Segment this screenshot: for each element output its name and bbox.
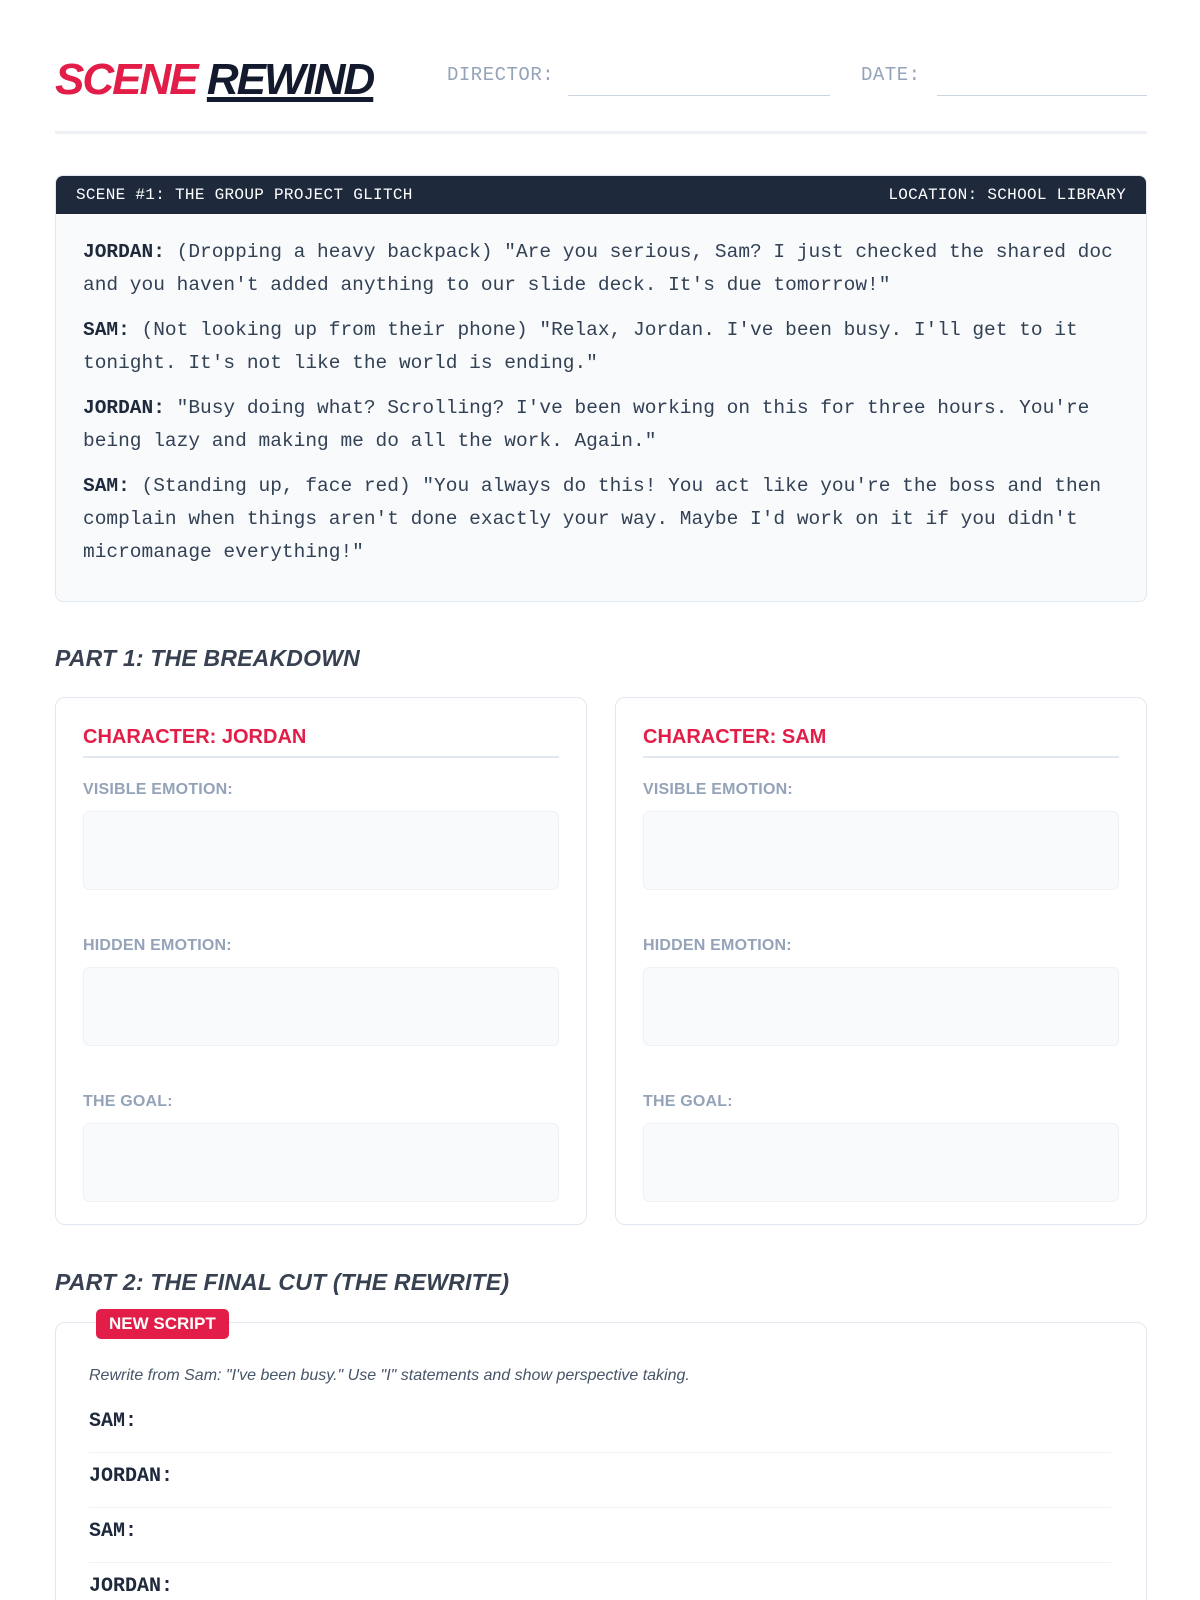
rewrite-prompt: Rewrite from Sam: "I've been busy." Use "I" statements and show perspective taking. (89, 1367, 690, 1384)
goal-label: THE GOAL: (83, 1093, 173, 1110)
logo (55, 54, 373, 106)
part2-title: PART 2: THE FINAL CUT (THE REWRITE) (55, 1269, 510, 1295)
scene-title-bar (56, 176, 1146, 214)
goal-label: THE GOAL: (643, 1093, 733, 1110)
rewrite-box (55, 1314, 1147, 1600)
worksheet-header (55, 50, 1147, 134)
hidden-emotion-label: HIDDEN EMOTION: (83, 937, 232, 954)
dialogue-text: (Dropping a heavy backpack) "Are you serious, Sam? I just checked the shared doc and you haven't added anything to our slide deck. It's due tomorrow!" (83, 241, 1113, 296)
logo-word-rewind: REWIND (206, 55, 374, 104)
visible-emotion-field[interactable] (643, 811, 1119, 890)
script-line-input[interactable]: SAM: (89, 1508, 1111, 1563)
goal-field[interactable] (643, 1123, 1119, 1202)
character-card-sam (615, 697, 1147, 1225)
dialogue-text: (Standing up, face red) "You always do this! You act like you're the boss and then complain when things aren't done exactly your way. Maybe I'd work on it if you didn't micromanage everything!" (83, 475, 1102, 563)
dialogue-speaker: JORDAN: (83, 241, 165, 263)
hidden-emotion-label: HIDDEN EMOTION: (643, 937, 792, 954)
scene-location: LOCATION: SCHOOL LIBRARY (888, 186, 1126, 204)
hidden-emotion-field[interactable] (643, 967, 1119, 1046)
dialogue-speaker: SAM: (83, 319, 130, 341)
visible-emotion-field[interactable] (83, 811, 559, 890)
goal-field[interactable] (83, 1123, 559, 1202)
director-field[interactable] (568, 95, 830, 96)
card-title: CHARACTER: JORDAN (83, 726, 559, 758)
visible-emotion-label: VISIBLE EMOTION: (83, 781, 233, 798)
dialogue-line (83, 470, 1119, 569)
scene-title: SCENE #1: THE GROUP PROJECT GLITCH (76, 186, 413, 204)
new-script-badge: NEW SCRIPT (96, 1309, 229, 1339)
character-card-jordan (55, 697, 587, 1225)
dialogue-line (83, 392, 1119, 458)
date-label: DATE: (861, 64, 921, 86)
dialogue-line (83, 236, 1119, 302)
dialogue-text: "Busy doing what? Scrolling? I've been working on this for three hours. You're being lazy and making me do all the work. Again." (83, 397, 1090, 452)
visible-emotion-label: VISIBLE EMOTION: (643, 781, 793, 798)
script-line-input[interactable]: JORDAN: (89, 1453, 1111, 1508)
script-line-input[interactable]: SAM: (89, 1398, 1111, 1453)
script-line-input[interactable]: JORDAN: (89, 1563, 1111, 1600)
scene-script-box (55, 175, 1147, 602)
hidden-emotion-field[interactable] (83, 967, 559, 1046)
dialogue-speaker: JORDAN: (83, 397, 165, 419)
part1-title: PART 1: THE BREAKDOWN (55, 645, 360, 671)
logo-word-scene: SCENE (55, 55, 197, 104)
dialogue-text: (Not looking up from their phone) "Relax, Jordan. I've been busy. I'll get to it tonight. It's not like the world is ending." (83, 319, 1078, 374)
scene-dialogue (56, 214, 1146, 569)
dialogue-speaker: SAM: (83, 475, 130, 497)
date-field[interactable] (937, 95, 1147, 96)
card-title: CHARACTER: SAM (643, 726, 1119, 758)
dialogue-line (83, 314, 1119, 380)
director-label: DIRECTOR: (447, 64, 555, 86)
